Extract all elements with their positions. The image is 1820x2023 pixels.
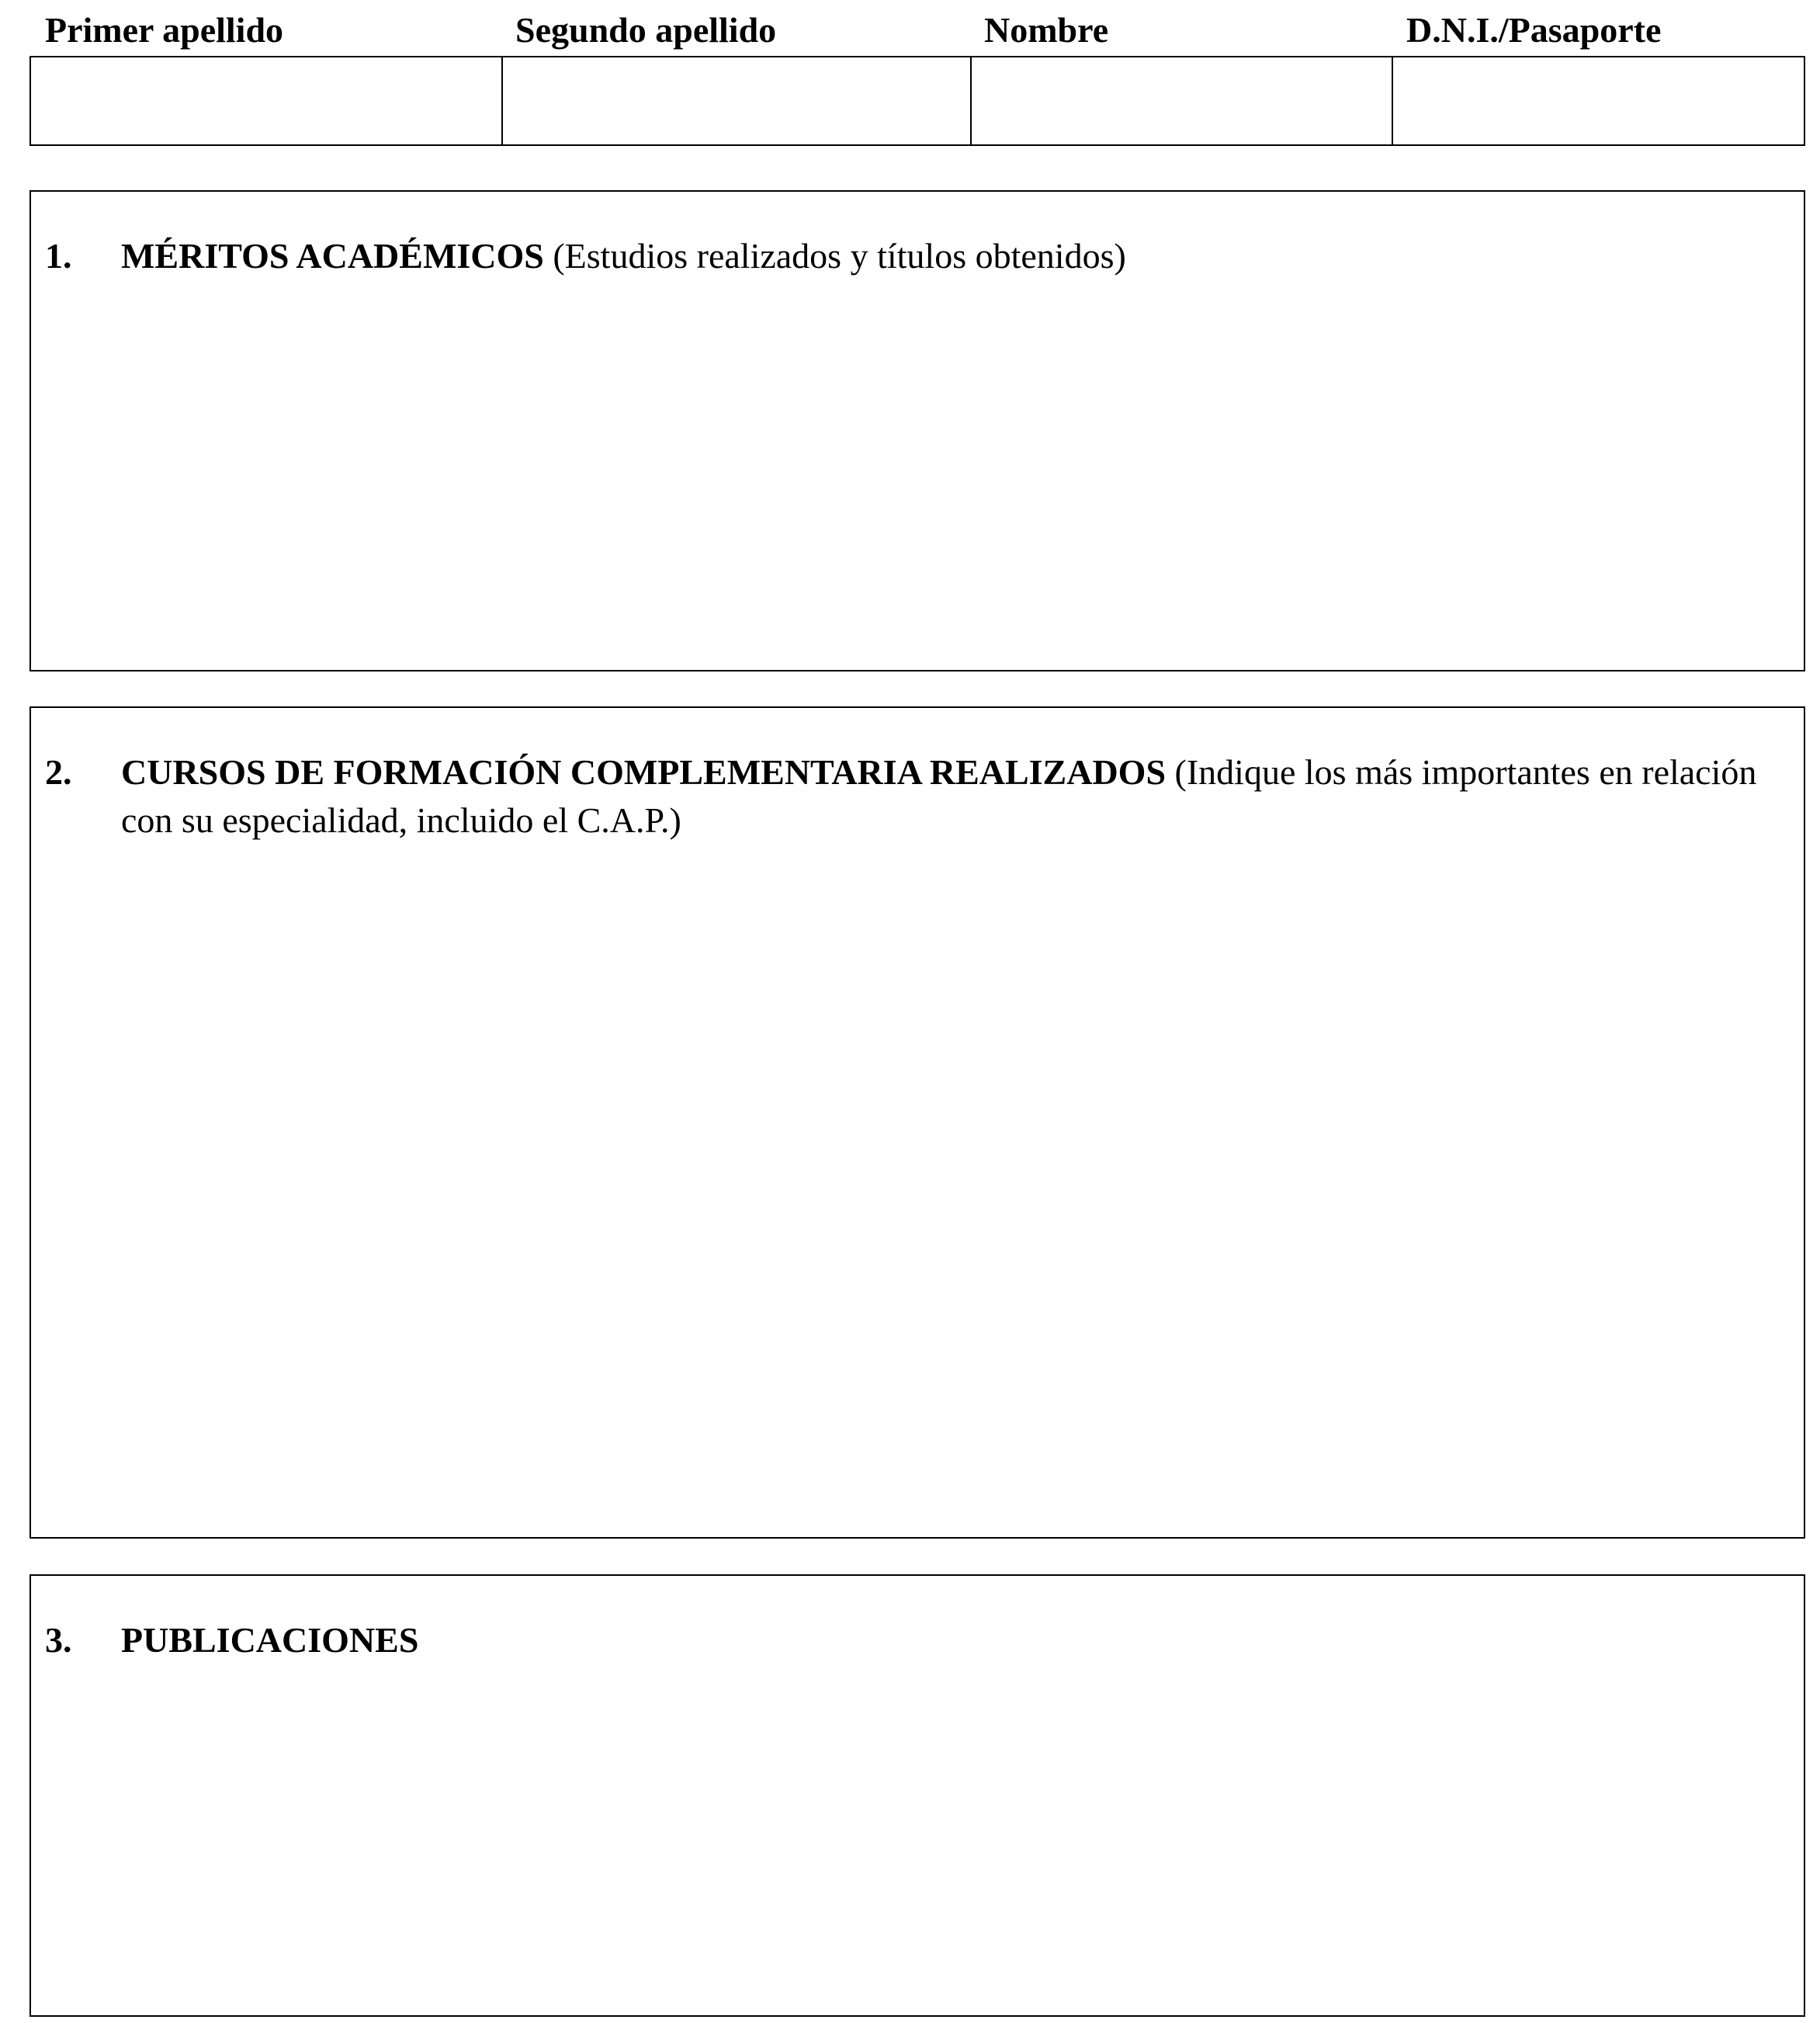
dni-pasaporte-cell	[1393, 57, 1804, 144]
section-2-title: CURSOS DE FORMACIÓN COMPLEMENTARIA REALIZADOS	[121, 752, 1167, 792]
label-primer-apellido: Primer apellido	[45, 10, 284, 50]
section-1-title: MÉRITOS ACADÉMICOS	[121, 236, 544, 276]
section-1-number: 1.	[45, 236, 72, 276]
section-1-heading	[45, 232, 1773, 280]
section-publicaciones	[29, 1574, 1805, 2017]
section-1-subtitle: (Estudios realizados y títulos obtenidos)	[553, 236, 1126, 276]
section-2-subtitle: (Indique los más importantes en relación con su especialidad, incluido el C.A.P.)	[121, 752, 1757, 840]
section-3-content-area[interactable]	[121, 1685, 1773, 2000]
nombre-cell	[972, 57, 1393, 144]
primer-apellido-cell	[31, 57, 503, 144]
primer-apellido-input[interactable]	[31, 57, 501, 144]
section-3-title: PUBLICACIONES	[121, 1620, 419, 1660]
section-cursos-formacion	[29, 706, 1805, 1539]
section-2-number: 2.	[45, 752, 72, 792]
section-meritos-academicos	[29, 190, 1805, 671]
segundo-apellido-cell	[503, 57, 972, 144]
label-nombre: Nombre	[984, 10, 1109, 50]
dni-pasaporte-input[interactable]	[1393, 57, 1804, 144]
section-3-number: 3.	[45, 1620, 72, 1660]
label-segundo-apellido: Segundo apellido	[515, 10, 777, 50]
segundo-apellido-input[interactable]	[503, 57, 970, 144]
label-dni-pasaporte: D.N.I./Pasaporte	[1406, 10, 1662, 50]
section-1-content-area[interactable]	[121, 300, 1773, 654]
section-2-content-area[interactable]	[121, 863, 1773, 1522]
personal-data-table	[29, 56, 1805, 146]
section-2-heading	[45, 748, 1773, 845]
section-3-heading	[45, 1616, 1773, 1664]
nombre-input[interactable]	[972, 57, 1392, 144]
